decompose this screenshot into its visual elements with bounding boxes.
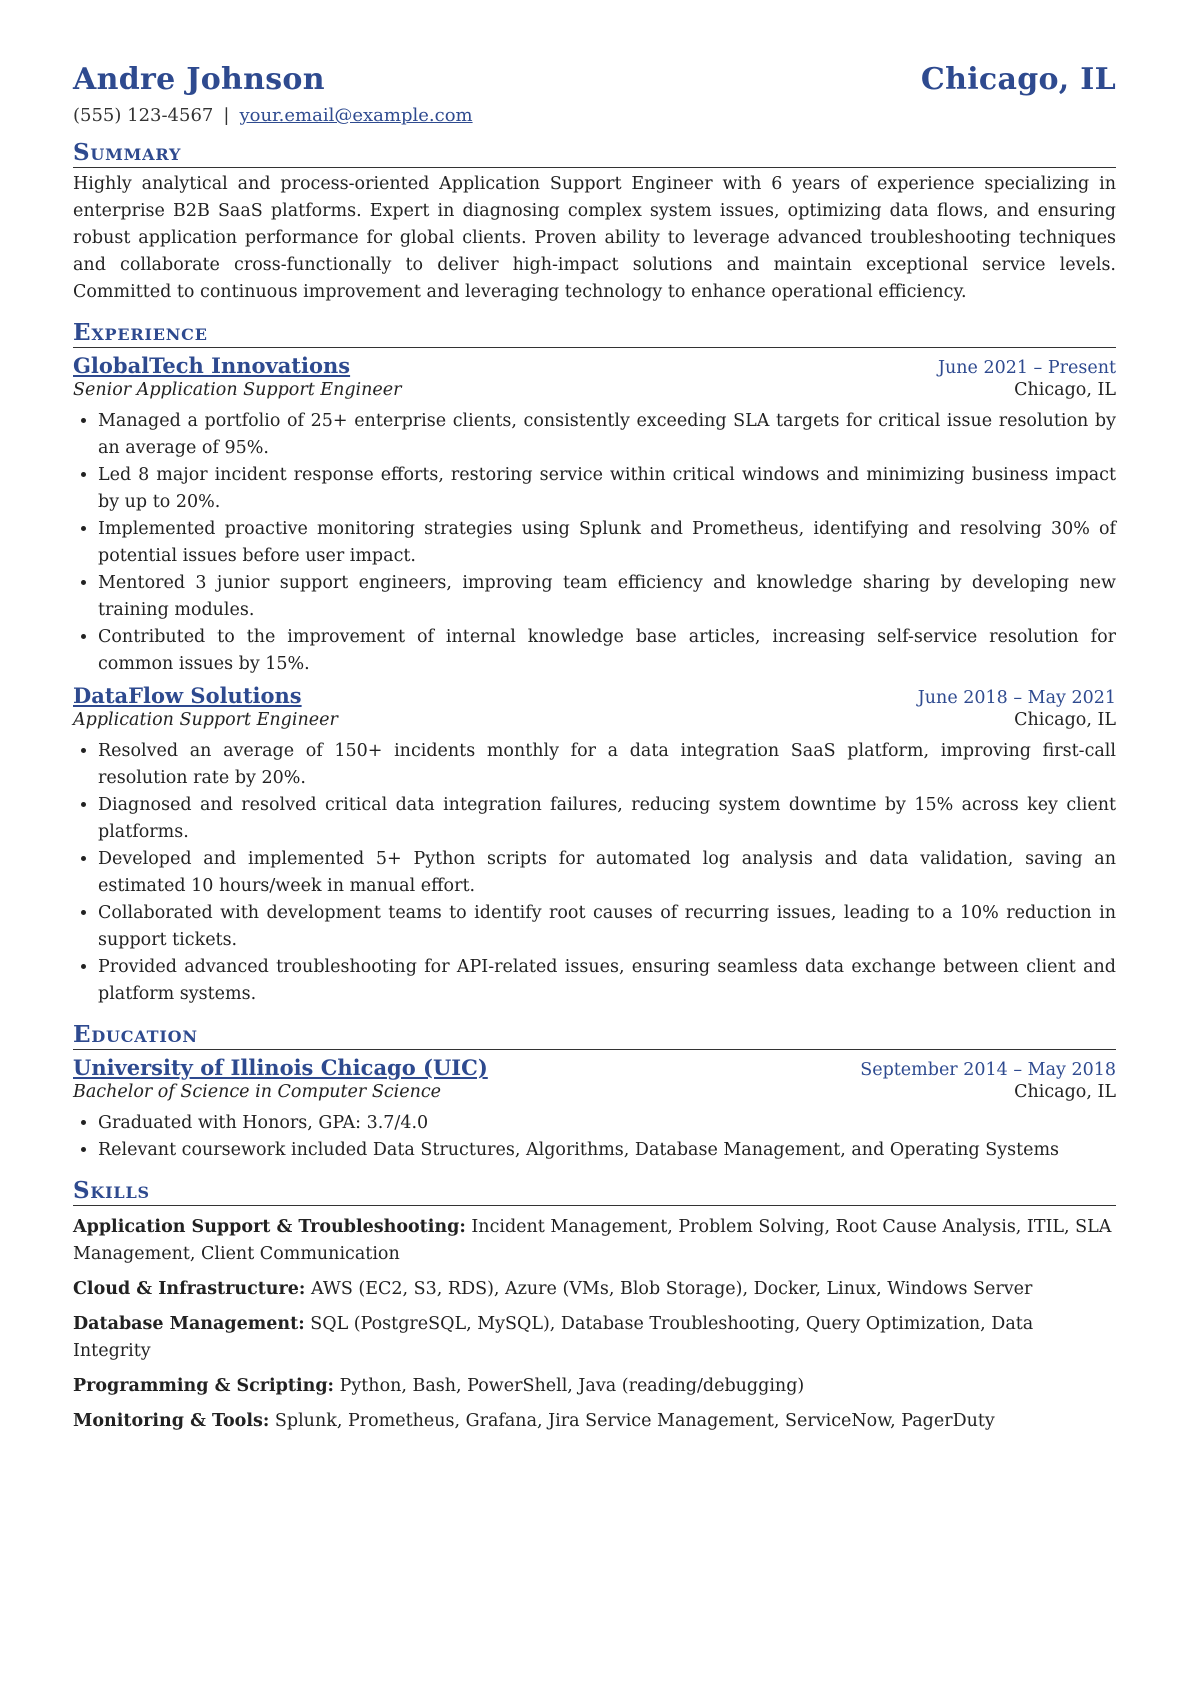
skill-row — [73, 1373, 1116, 1400]
education-dates: September 2014 – May 2018 — [860, 1060, 1116, 1080]
skill-category: Monitoring & Tools: — [73, 1411, 270, 1431]
skill-category: Cloud & Infrastructure: — [73, 1279, 306, 1299]
experience-heading: Experience — [73, 320, 1116, 348]
degree: Bachelor of Science in Computer Science — [73, 1082, 442, 1102]
job-location: Chicago, IL — [1014, 380, 1116, 400]
list-item: • Graduated with Honors, GPA: 3.7/4.0 — [98, 1110, 1116, 1137]
responsibility-list — [73, 738, 1116, 1008]
employer-link[interactable]: GlobalTech Innovations — [73, 353, 351, 378]
email-link[interactable]: your.email@example.com — [239, 105, 473, 126]
job-title: Application Support Engineer — [73, 710, 338, 730]
school-location: Chicago, IL — [1014, 1082, 1116, 1102]
resume-header — [73, 62, 1116, 97]
skill-row — [73, 1276, 1116, 1303]
list-item: • Provided advanced troubleshooting for API-related issues, ensuring seamless data exchange between client and platform systems. — [98, 954, 1116, 1008]
candidate-location: Chicago, IL — [920, 62, 1116, 97]
summary-text: Highly analytical and process-oriented Application Support Engineer with 6 years of experience specializing in enterprise B2B SaaS platforms. Expert in diagnosing complex system issues, optimizing data flows, and ensuring robust application performance for global clients. Proven ability to leverage advanced troubleshooting techniques and collaborate cross-functionally to deliver high-impact solutions and maintain exceptional service levels. Committed to continuous improvement and leveraging technology to enhance operational efficiency. — [73, 174, 1116, 302]
skill-row — [73, 1408, 1116, 1435]
skill-category: Database Management: — [73, 1314, 305, 1334]
skill-values: Incident Management, Problem Solving, Root Cause Analysis, ITIL, SLA Management, Client Communication — [73, 1217, 1112, 1264]
skill-category: Programming & Scripting: — [73, 1376, 335, 1396]
experience-entry — [73, 683, 1116, 1008]
skill-values: Splunk, Prometheus, Grafana, Jira Service Management, ServiceNow, PagerDuty — [274, 1411, 995, 1431]
list-item: • Contributed to the improvement of internal knowledge base articles, increasing self-service resolution for common issues by 15%. — [98, 624, 1116, 678]
list-item: • Managed a portfolio of 25+ enterprise clients, consistently exceeding SLA targets for critical issue resolution by an average of 95%. — [98, 408, 1116, 462]
list-item: • Resolved an average of 150+ incidents monthly for a data integration SaaS platform, improving first-call resolution rate by 20%. — [98, 738, 1116, 792]
employment-dates: June 2021 – Present — [937, 358, 1116, 378]
skill-values: AWS (EC2, S3, RDS), Azure (VMs, Blob Storage), Docker, Linux, Windows Server — [310, 1279, 1033, 1299]
employer-link[interactable]: DataFlow Solutions — [73, 683, 302, 708]
education-entry — [73, 1055, 1116, 1164]
education-list — [73, 1110, 1116, 1164]
education-heading: Education — [73, 1022, 1116, 1050]
contact-line — [73, 105, 1116, 126]
list-item: • Diagnosed and resolved critical data integration failures, reducing system downtime by 15% across key client platforms. — [98, 792, 1116, 846]
phone-number: (555) 123-4567 — [73, 105, 214, 126]
skill-row — [73, 1214, 1116, 1268]
skills-heading: Skills — [73, 1178, 1116, 1206]
list-item: • Developed and implemented 5+ Python scripts for automated log analysis and data validation, saving an estimated 10 hours/week in manual effort. — [98, 846, 1116, 900]
experience-entry — [73, 353, 1116, 678]
candidate-name: Andre Johnson — [73, 62, 325, 97]
skill-values: Python, Bash, PowerShell, Java (reading/debugging) — [339, 1376, 805, 1396]
job-title: Senior Application Support Engineer — [73, 380, 402, 400]
responsibility-list — [73, 408, 1116, 678]
list-item: • Implemented proactive monitoring strategies using Splunk and Prometheus, identifying and resolving 30% of potential issues before user impact. — [98, 516, 1116, 570]
summary-heading: Summary — [73, 140, 1116, 168]
job-location: Chicago, IL — [1014, 710, 1116, 730]
list-item: • Relevant coursework included Data Structures, Algorithms, Database Management, and Operating Systems — [98, 1137, 1116, 1164]
school-link[interactable]: University of Illinois Chicago (UIC) — [73, 1055, 488, 1080]
contact-separator: | — [223, 105, 230, 126]
list-item: • Led 8 major incident response efforts, restoring service within critical windows and minimizing business impact by up to 20%. — [98, 462, 1116, 516]
employment-dates: June 2018 – May 2021 — [917, 688, 1116, 708]
skill-category: Application Support & Troubleshooting: — [73, 1217, 466, 1237]
list-item: • Collaborated with development teams to identify root causes of recurring issues, leading to a 10% reduction in support tickets. — [98, 900, 1116, 954]
skill-values: SQL (PostgreSQL, MySQL), Database Troubleshooting, Query Optimization, Data Integrity — [73, 1314, 1034, 1361]
skill-row — [73, 1311, 1116, 1365]
list-item: • Mentored 3 junior support engineers, improving team efficiency and knowledge sharing by developing new training modules. — [98, 570, 1116, 624]
